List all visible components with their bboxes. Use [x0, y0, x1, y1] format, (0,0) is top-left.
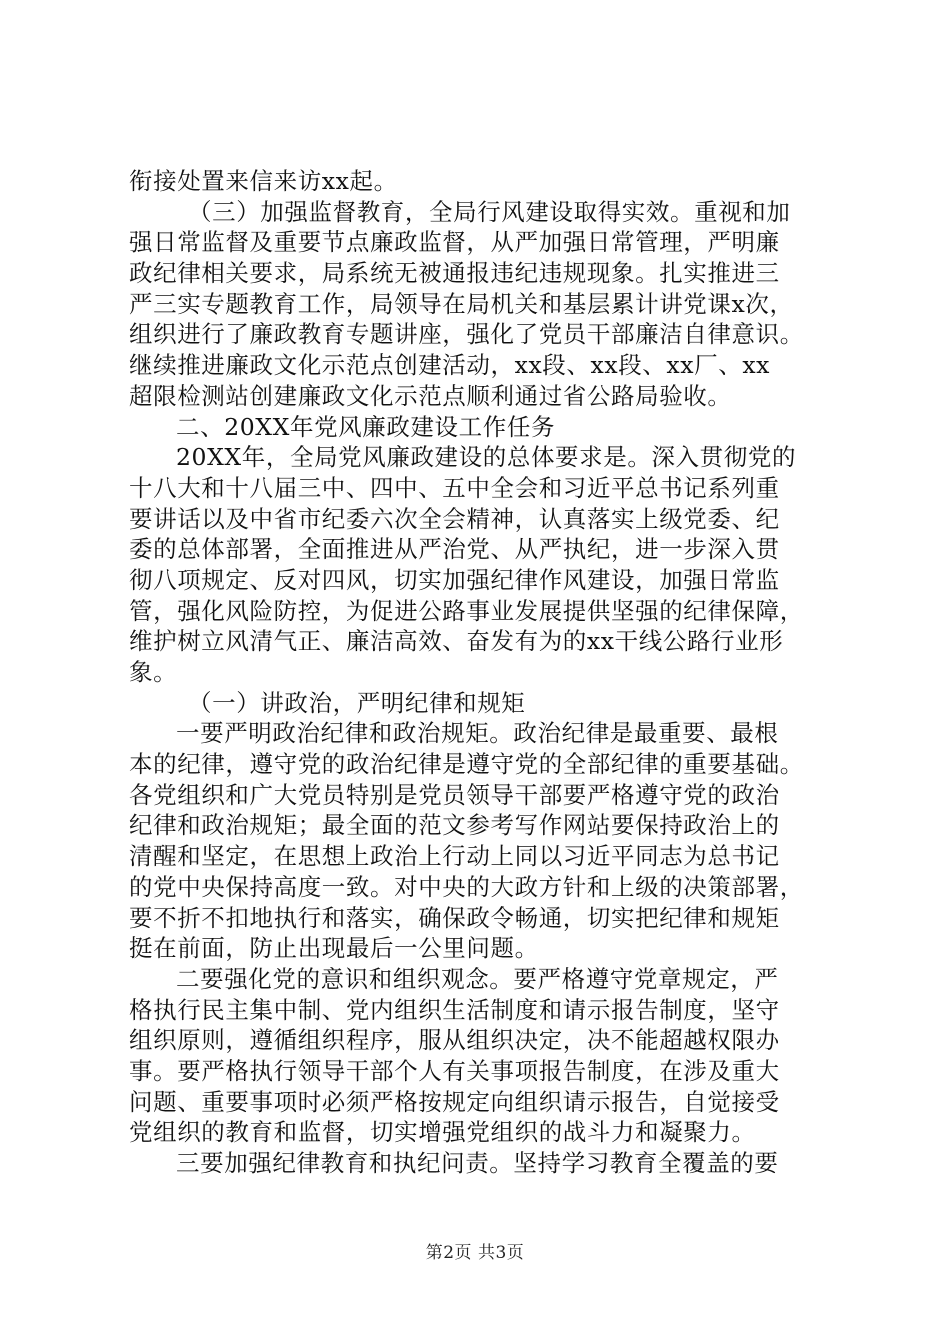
text-line: 彻八项规定、反对四风，切实加强纪律作风建设，加强日常监: [129, 565, 780, 594]
text-line: 组织原则，遵循组织程序，服从组织决定，决不能超越权限办: [129, 1026, 780, 1055]
text-line: 要不折不扣地执行和落实，确保政令畅通，切实把纪律和规矩: [129, 903, 780, 932]
text-line: 各党组织和广大党员特别是党员领导干部要严格遵守党的政治: [129, 780, 780, 809]
text-line: 继续推进廉政文化示范点创建活动，xx段、xx段、xx厂、xx: [129, 351, 771, 380]
text-line: 政纪律相关要求，局系统无被通报违纪违规现象。扎实推进三: [129, 259, 780, 288]
text-line: 组织进行了廉政教育专题讲座，强化了党员干部廉洁自律意识。: [129, 320, 804, 349]
document-body: [129, 166, 841, 1179]
text-line: 要讲话以及中省市纪委六次全会精神，认真落实上级党委、纪: [129, 504, 780, 533]
text-line: 问题、重要事项时必须严格按规定向组织请示报告，自觉接受: [129, 1087, 780, 1116]
text-line: 的党中央保持高度一致。对中央的大政方针和上级的决策部署，: [129, 872, 804, 901]
text-line: 二要强化党的意识和组织观念。要严格遵守党章规定，严: [176, 964, 779, 993]
text-line: 强日常监督及重要节点廉政监督，从严加强日常管理，严明廉: [129, 228, 780, 257]
text-line: 象。: [129, 658, 178, 686]
text-line: 管，强化风险防控，为促进公路事业发展提供坚强的纪律保障，: [129, 596, 804, 625]
text-line: 本的纪律，遵守党的政治纪律是遵守党的全部纪律的重要基础。: [129, 750, 804, 779]
text-line: （三）加强监督教育，全局行风建设取得实效。重视和加: [188, 197, 791, 226]
text-line: 严三实专题教育工作，局领导在局机关和基层累计讲党课x次，: [129, 289, 794, 318]
text-line: 二、20XX年党风廉政建设工作任务: [176, 412, 556, 441]
text-line: 一要严明政治纪律和政治规矩。政治纪律是最重要、最根: [176, 719, 779, 748]
text-line: 格执行民主集中制、党内组织生活制度和请示报告制度，坚守: [129, 995, 780, 1024]
text-line: 十八大和十八届三中、四中、五中全会和习近平总书记系列重: [129, 473, 780, 502]
text-line: 20XX年，全局党风廉政建设的总体要求是。深入贯彻党的: [176, 443, 797, 472]
text-line: 纪律和政治规矩；最全面的范文参考写作网站要保持政治上的: [129, 811, 780, 840]
text-line: 衔接处置来信来访xx起。: [129, 167, 398, 195]
text-line: 挺在前面，防止出现最后一公里问题。: [129, 934, 539, 963]
page-footer: 第2页 共3页: [425, 1243, 525, 1263]
text-line: 三要加强纪律教育和执纪问责。坚持学习教育全覆盖的要: [176, 1149, 779, 1177]
text-line: 事。要严格执行领导干部个人有关事项报告制度，在涉及重大: [129, 1056, 780, 1085]
text-line: 党组织的教育和监督，切实增强党组织的战斗力和凝聚力。: [129, 1118, 756, 1147]
text-line: 维护树立风清气正、廉洁高效、奋发有为的xx干线公路行业形: [129, 627, 784, 656]
text-line: 委的总体部署，全面推进从严治党、从严执纪，进一步深入贯: [129, 535, 780, 564]
text-line: 超限检测站创建廉政文化示范点顺利通过省公路局验收。: [129, 381, 732, 410]
text-line: （一）讲政治，严明纪律和规矩: [188, 688, 526, 717]
text-line: 清醒和坚定，在思想上政治上行动上同以习近平同志为总书记: [129, 842, 780, 871]
